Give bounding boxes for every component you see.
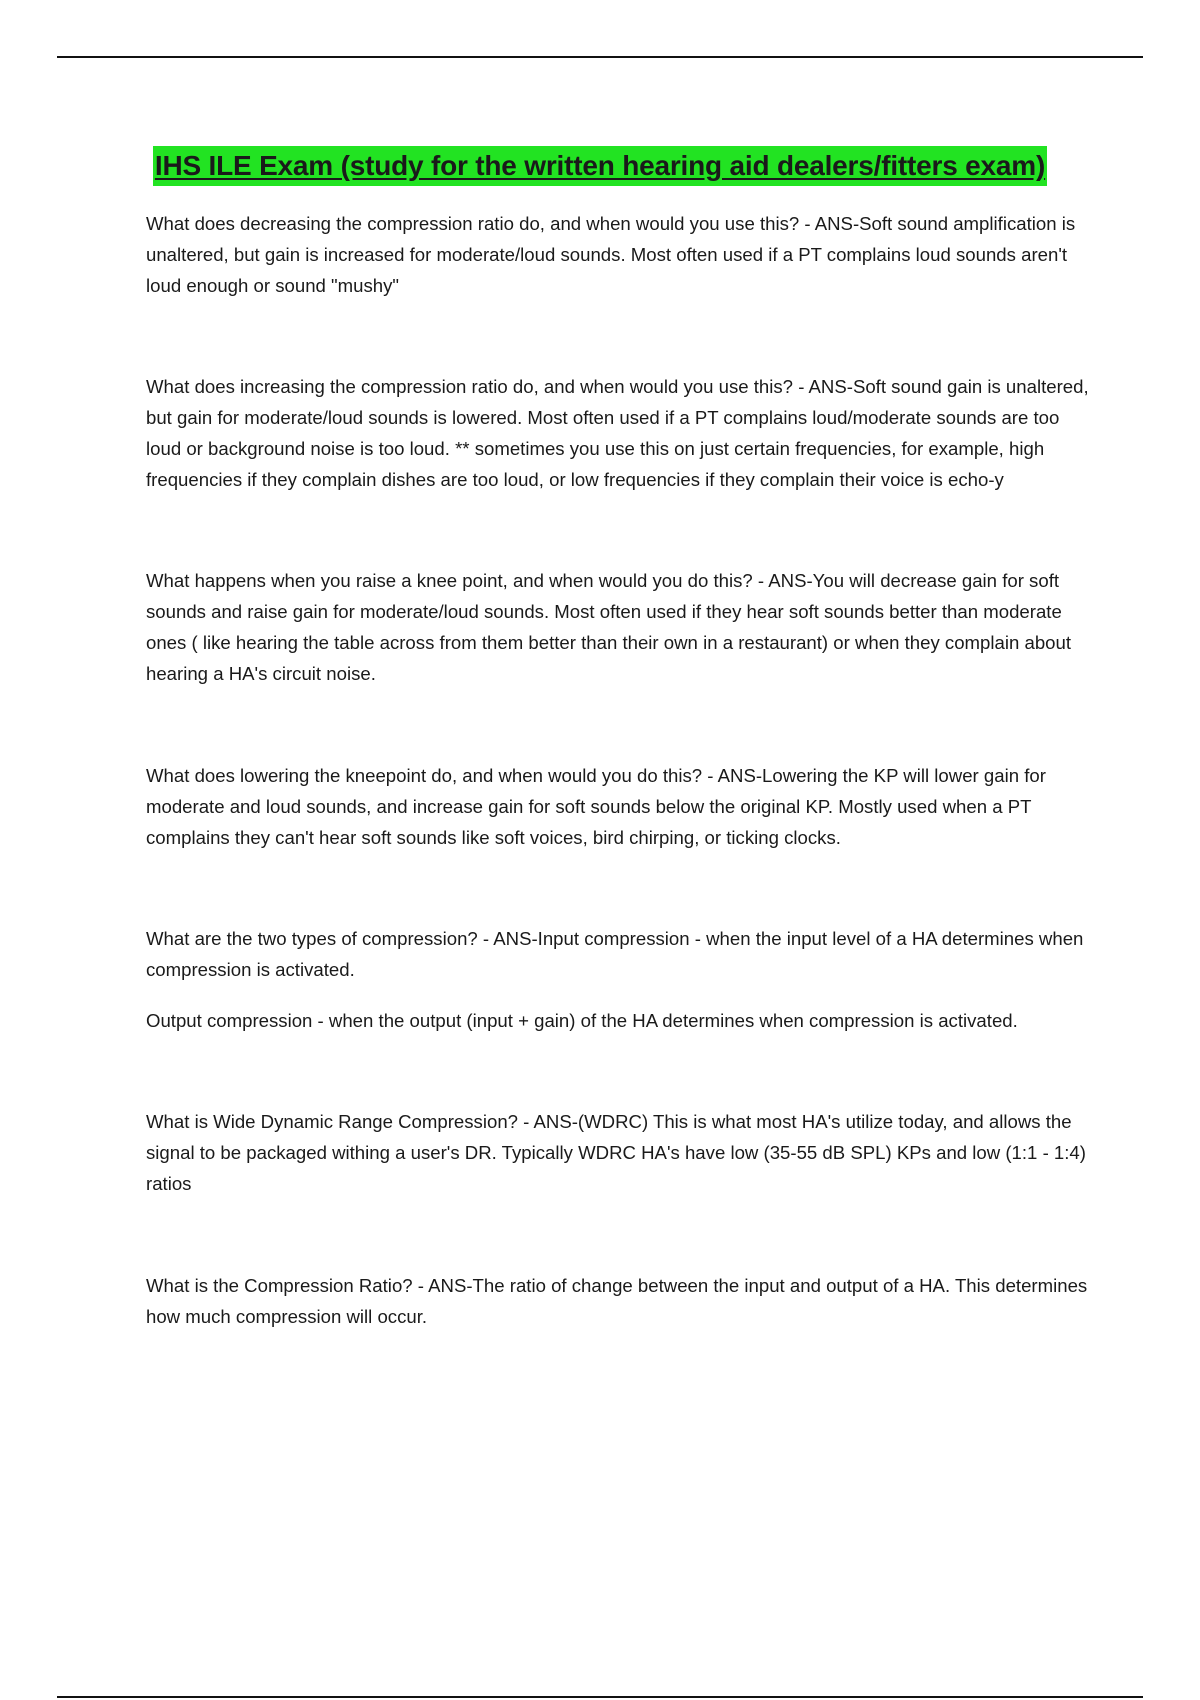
qa-entry-5-continued: Output compression - when the output (input + gain) of the HA determines when compression is activated. — [146, 1010, 1018, 1031]
title-container — [0, 146, 1200, 186]
qa-entry-1: What does decreasing the compression ratio do, and when would you use this? - ANS-Soft sound amplification is unaltered, but gain is increased for moderate/loud sounds. Most often used if a PT complains loud sounds aren't loud enough or sound "mushy" — [146, 213, 1076, 296]
top-rule — [57, 56, 1143, 58]
qa-entry-3: What happens when you raise a knee point, and when would you do this? - ANS-You will decrease gain for soft sounds and raise gain for moderate/loud sounds. Most often used if they hear soft sounds better than moderate ones ( like hearing the table across from them better than their own in a restaurant) or when they complain about hearing a HA's circuit noise. — [146, 570, 1072, 684]
qa-entry-6: What is Wide Dynamic Range Compression? - ANS-(WDRC) This is what most HA's utilize today, and allows the signal to be packaged withing a user's DR. Typically WDRC HA's have low (35-55 dB SPL) KPs and low (1:1 - 1:4) ratios — [146, 1111, 1086, 1194]
qa-entry-2: What does increasing the compression ratio do, and when would you use this? - ANS-Soft sound gain is unaltered, but gain for moderate/loud sounds is lowered. Most often used if a PT complains loud/moderate sounds are too loud or background noise is too loud. ** sometimes you use this on just certain frequencies, for example, high frequencies if they complain dishes are too loud, or low frequencies if they complain their voice is echo-y — [146, 376, 1089, 490]
qa-entry-4: What does lowering the kneepoint do, and when would you do this? - ANS-Lowering the KP will lower gain for moderate and loud sounds, and increase gain for soft sounds below the original KP. Mostly used when a PT complains they can't hear soft sounds like soft voices, bird chirping, or ticking clocks. — [146, 765, 1046, 848]
qa-entry-7: What is the Compression Ratio? - ANS-The ratio of change between the input and output of a HA. This determines how much compression will occur. — [146, 1275, 1088, 1327]
qa-entry-5: What are the two types of compression? - ANS-Input compression - when the input level of a HA determines when compression is activated. — [146, 928, 1084, 980]
bottom-rule — [57, 1696, 1143, 1698]
document-body — [146, 208, 1091, 1332]
document-title: IHS ILE Exam (study for the written hearing aid dealers/fitters exam) — [153, 146, 1047, 186]
